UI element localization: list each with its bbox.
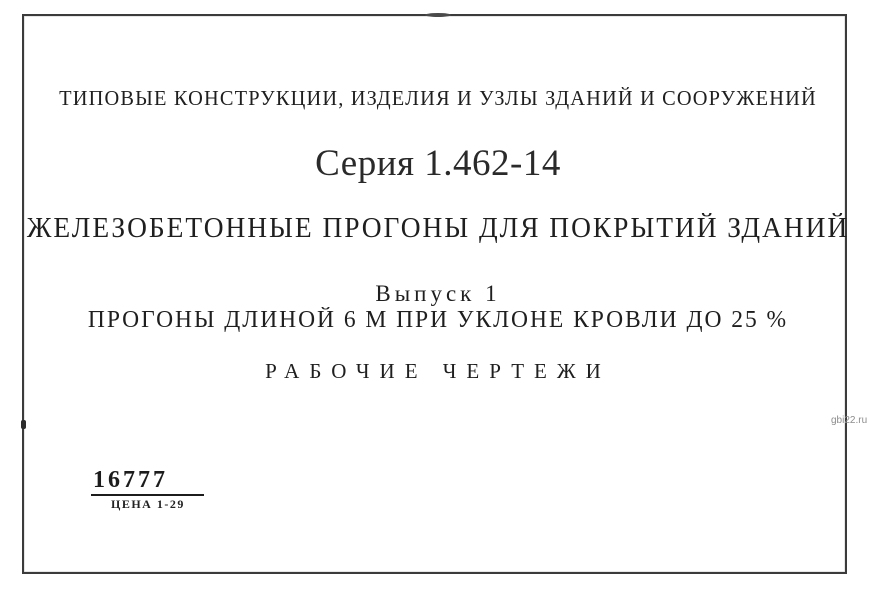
catalog-underline: [91, 494, 204, 496]
document-title: ЖЕЛЕЗОБЕТОННЫЕ ПРОГОНЫ ДЛЯ ПОКРЫТИЙ ЗДАНИЙ: [26, 213, 850, 244]
series-collection-header: ТИПОВЫЕ КОНСТРУКЦИИ, ИЗДЕЛИЯ И УЗЛЫ ЗДАНИЙ И СООРУЖЕНИЙ: [59, 86, 817, 110]
scan-blemish-top: [425, 13, 451, 17]
catalog-stamp: [91, 468, 207, 512]
issue-number: Выпуск 1: [375, 281, 501, 306]
series-number: Серия 1.462-14: [315, 143, 561, 184]
price-label: ЦЕНА 1-29: [111, 497, 185, 511]
catalog-number: 16777: [93, 467, 168, 493]
site-watermark: gbi22.ru: [831, 415, 868, 426]
document-subtitle: ПРОГОНЫ ДЛИНОЙ 6 М ПРИ УКЛОНЕ КРОВЛИ ДО 25 %: [87, 307, 789, 333]
scan-blemish-left: [21, 420, 26, 429]
document-type-label: РАБОЧИЕ ЧЕРТЕЖИ: [265, 359, 611, 383]
